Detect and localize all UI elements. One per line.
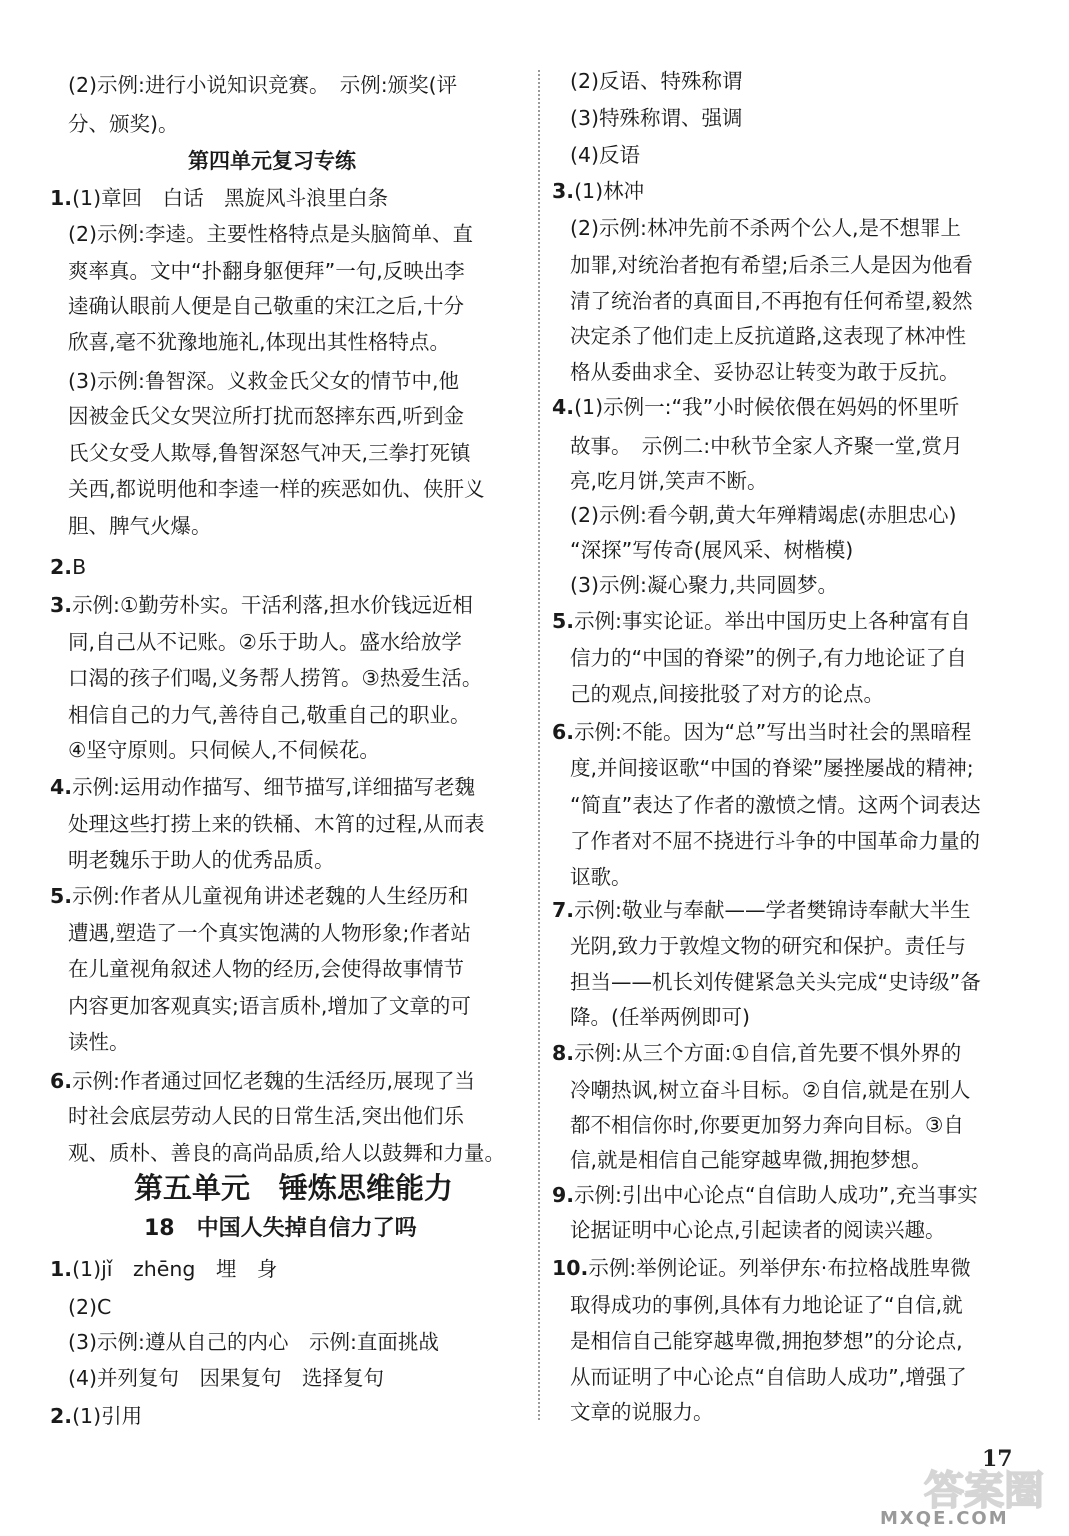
answer-line [570,1326,963,1356]
item-text: (2)C [68,1295,112,1319]
answer-line [68,256,465,286]
item-text: 讴歌。 [570,865,632,889]
answer-line [570,1362,967,1392]
answer-line [68,1138,505,1168]
item-text: 文章的说服力。 [570,1400,714,1424]
item-number: 2. [50,1404,73,1428]
answer-line [570,140,640,170]
answer-line [552,1253,971,1283]
item-text: 处理这些打捞上来的铁桶、木筲的过程,从而表 [68,812,485,836]
item-text: (2)示例:李逵。主要性格特点是头脑简单、直 [68,222,473,246]
answer-line [68,438,471,468]
answer-line [570,466,768,496]
answer-line [50,1066,475,1096]
item-text: 光阴,致力于敦煌文物的研究和保护。责任与 [570,934,967,958]
answer-line [570,1002,750,1032]
item-text: 示例:举例论证。列举伊东·布拉格战胜卑微 [588,1256,971,1280]
item-number: 3. [50,593,73,617]
answer-line [68,663,482,693]
item-number: 1. [50,186,73,210]
item-text: 示例:①勤劳朴实。干活利落,担水价钱远近相 [72,593,473,617]
answer-line [68,809,485,839]
answer-line [552,1038,961,1068]
answer-line [552,895,970,925]
item-number: 10. [552,1256,589,1280]
answer-line [68,627,462,657]
item-number: 3. [552,179,575,203]
item-text: (1)林冲 [574,179,645,203]
answer-line [552,392,959,422]
item-text: (2)示例:看今朝,黄大年殚精竭虑(赤胆忠心) [570,503,957,527]
answer-line [68,474,485,504]
item-text: (2)示例:林冲先前不杀两个公人,是不想罪上 [570,216,961,240]
item-text: 示例:事实论证。举出中国历史上各种富有自 [574,609,971,633]
item-text: (1)章回 白话 黑旋风斗浪里白条 [72,186,389,210]
answer-line [68,954,464,984]
item-text: 亮,吃月饼,笑声不断。 [570,469,768,493]
answer-line [68,1101,464,1131]
item-text: 欣喜,毫不犹豫地施礼,体现出其性格特点。 [68,330,451,354]
answer-line [570,535,853,565]
item-text: 清了统治者的真面目,不再抱有任何希望,毅然 [570,289,973,313]
item-text: 读性。 [68,1030,130,1054]
item-number: 5. [552,609,575,633]
answer-line [50,590,473,620]
item-number: 5. [50,884,73,908]
item-text: 冷嘲热讽,树立奋斗目标。②自信,就是在别人 [570,1078,971,1102]
answer-line [552,717,971,747]
item-text: 论据证明中心论点,引起读者的阅读兴趣。 [570,1218,946,1242]
item-text: 同,自己从不记账。②乐于助人。盛水给放学 [68,630,462,654]
item-text: 氏父女受人欺辱,鲁智深怒气冲天,三拳打死镇 [68,441,471,465]
item-number: 7. [552,898,575,922]
column-divider [538,70,540,1420]
answer-line [570,321,966,351]
page-number: 17 [982,1446,1013,1472]
answer-line [570,679,884,709]
item-text: 相信自己的力气,善待自己,敬重自己的职业。 [68,703,471,727]
answer-line [50,1254,277,1284]
item-text: 示例:从三个方面:①自信,首先要不惧外界的 [574,1041,962,1065]
answer-line [570,967,981,997]
item-text: 取得成功的事例,具体有力地论证了“自信,就 [570,1293,963,1317]
item-number: 6. [552,720,575,744]
item-text: 时社会底层劳动人民的日常生活,突出他们乐 [68,1104,465,1128]
item-text: 信,就是相信自己能穿越卑微,拥抱梦想。 [570,1148,932,1172]
item-number: 8. [552,1041,575,1065]
unit-title: 第五单元 锤炼思维能力 [134,1171,454,1205]
item-text: 示例:作者通过回忆老魏的生活经历,展现了当 [72,1069,475,1093]
watermark-url: MXQE.COM [880,1508,1009,1529]
item-text: 示例:引出中心论点“自信助人成功”,充当事实 [574,1183,978,1207]
item-number: 9. [552,1183,575,1207]
item-text: (2)反语、特殊称谓 [570,69,743,93]
item-text: 降。(任举两例即可) [570,1005,750,1029]
answer-line [570,1075,970,1105]
item-text: 加罪,对统治者抱有希望;后杀三人是因为他看 [570,253,973,277]
item-text: 在儿童视角叙述人物的经历,会使得故事情节 [68,957,465,981]
item-number: 4. [552,395,575,419]
answer-line [68,991,471,1021]
answer-line [552,176,644,206]
item-text: 从而证明了中心论点“自信助人成功”,增强了 [570,1365,967,1389]
item-text: 遭遇,塑造了一个真实饱满的人物形象;作者站 [68,921,471,945]
item-text: (3)示例:遵从自己的内心 示例:直面挑战 [68,1330,439,1354]
answer-line [68,918,471,948]
answer-line [68,735,380,765]
item-text: 担当——机长刘传健紧急关头完成“史诗级”备 [570,970,981,994]
item-text: 是相信自己能穿越卑微,拥抱梦想”的分论点, [570,1329,963,1353]
item-text: 己的观点,间接批驳了对方的论点。 [570,682,885,706]
item-text: 明老魏乐于助人的优秀品质。 [68,848,335,872]
item-text: 度,并间接讴歌“中国的脊梁”屡挫屡战的精神; [570,756,974,780]
answer-line [570,250,973,280]
answer-line [68,511,212,541]
item-number: 2. [50,555,73,579]
item-number: 6. [50,1069,73,1093]
item-text: 示例:不能。因为“总”写出当时社会的黑暗程 [574,720,972,744]
answer-line [68,401,464,431]
item-text: 胆、脾气火爆。 [68,514,212,538]
item-text: ④坚守原则。只伺候人,不伺候花。 [68,738,380,762]
answer-line [570,500,956,530]
answer-line [552,1180,978,1210]
watermark-line1: 答案圈 [924,1468,1044,1514]
item-number: 1. [50,1257,73,1281]
item-text: 都不相信你时,你要更加努力奔向目标。③自 [570,1113,964,1137]
answer-line [50,183,388,213]
answer-line [570,570,838,600]
item-text: 因被金氏父女哭泣所打扰而怒摔东西,听到金 [68,404,465,428]
answer-line [570,826,980,856]
item-text: 内容更加客观真实;语言质朴,增加了文章的可 [68,994,471,1018]
item-text: 格从委曲求全、妥协忍让转变为敢于反抗。 [570,360,960,384]
answer-line [570,66,743,96]
item-text: 口渴的孩子们喝,义务帮人捞筲。③热爱生活。 [68,666,483,690]
answer-line [570,931,966,961]
item-text: 示例:敬业与奉献——学者樊锦诗奉献大半生 [574,898,971,922]
answer-line [68,1292,111,1322]
answer-line [68,845,335,875]
item-text: 故事。 示例二:中秋节全家人齐聚一堂,赏月 [570,434,963,458]
answer-line [570,753,974,783]
item-text: (1)引用 [72,1404,143,1428]
answer-line [570,643,967,673]
item-text: “深探”写传奇(展风采、树楷模) [570,538,854,562]
answer-line [570,1145,932,1175]
item-text: (4)并列复句 因果复句 选择复句 [68,1366,385,1390]
answer-line [570,1215,946,1245]
item-text: 关西,都说明他和李逵一样的疾恶如仇、侠肝义 [68,477,485,501]
item-text: 示例:作者从儿童视角讲述老魏的人生经历和 [72,884,469,908]
item-text: 了作者对不屈不挠进行斗争的中国革命力量的 [570,829,980,853]
item-text: “简直”表达了作者的激愤之情。这两个词表达 [570,793,981,817]
answer-line: 分、颁奖)。 [68,112,179,136]
answer-line [68,700,471,730]
answer-line [570,862,632,892]
answer-line [570,431,963,461]
answer-line [570,1290,963,1320]
answer-line [570,1110,964,1140]
item-text: 逵确认眼前人便是自己敬重的宋江之后,十分 [68,294,465,318]
answer-line [68,219,473,249]
item-text: 观、质朴、善良的高尚品质,给人以鼓舞和力量。 [68,1141,506,1165]
answer-line [50,772,475,802]
answer-line [68,1327,439,1357]
answer-line [68,291,464,321]
item-text: 爽率真。文中“扑翻身躯便拜”一句,反映出李 [68,259,465,283]
answer-line [50,552,86,582]
lesson-title: 18 中国人失掉自信力了吗 [144,1216,417,1241]
answer-line [68,1027,130,1057]
answer-line [68,366,459,396]
answer-line [570,357,960,387]
answer-line [570,1397,714,1427]
item-text: (1)jǐ zhēng 埋 身 [72,1257,278,1281]
answer-line [570,790,981,820]
answer-line [68,1363,384,1393]
answer-line [570,213,961,243]
item-text: (3)特殊称谓、强调 [570,106,743,130]
item-text: B [72,555,87,579]
item-text: 示例:运用动作描写、细节描写,详细描写老魏 [72,775,475,799]
item-text: (1)示例一:“我”小时候依偎在妈妈的怀里听 [574,395,960,419]
answer-line [570,286,973,316]
item-text: 决定杀了他们走上反抗道路,这表现了林冲性 [570,324,967,348]
answer-line: (2)示例:进行小说知识竞赛。 示例:颁奖(评 [68,73,458,97]
item-text: (3)示例:凝心聚力,共同圆梦。 [570,573,838,597]
item-text: (4)反语 [570,143,641,167]
item-number: 4. [50,775,73,799]
item-text: 信力的“中国的脊梁”的例子,有力地论证了自 [570,646,967,670]
section-title: 第四单元复习专练 [188,149,356,173]
answer-line [552,606,970,636]
answer-line [50,1401,142,1431]
answer-line [570,103,743,133]
item-text: (3)示例:鲁智深。义救金氏父女的情节中,他 [68,369,459,393]
answer-line [68,327,450,357]
answer-line [50,881,468,911]
